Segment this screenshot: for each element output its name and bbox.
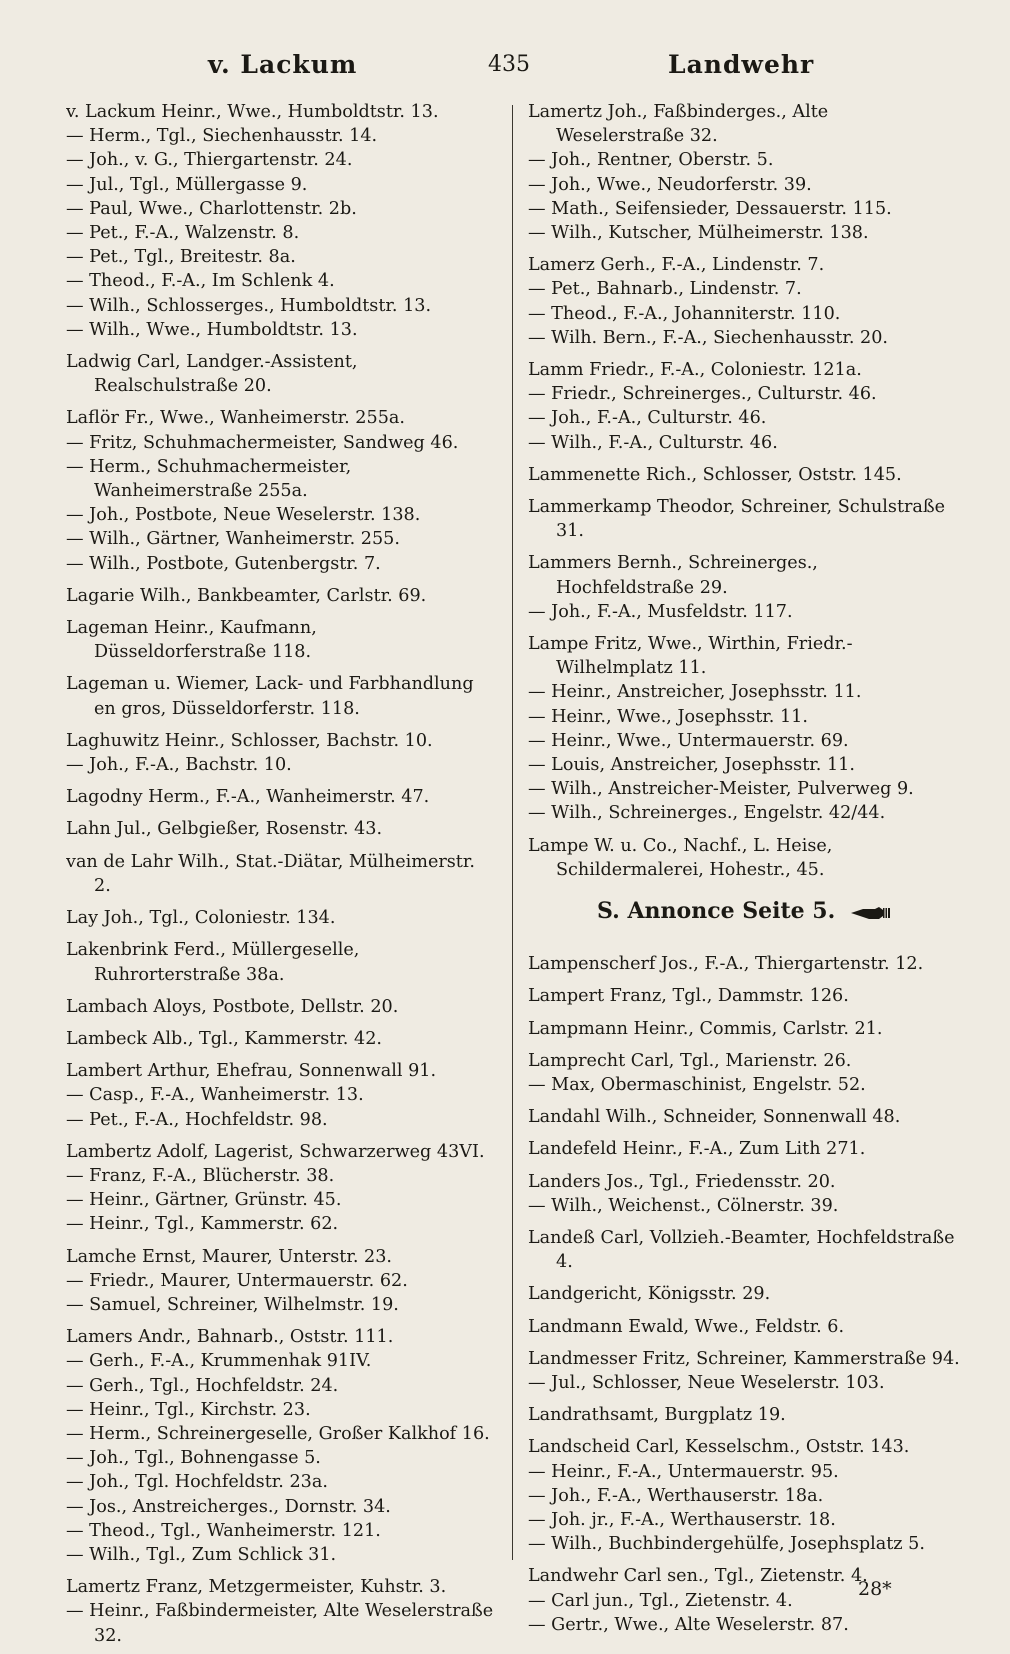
directory-entry: — Wilh., Anstreicher-Meister, Pulverweg 9. [528, 779, 914, 800]
announcement-text: S. Annonce Seite 5. [597, 898, 836, 925]
directory-entry: — Joh., F.-A., Musfeldstr. 117. [528, 601, 793, 622]
directory-entry: — Gertr., Wwe., Alte Weselerstr. 87. [528, 1614, 849, 1635]
directory-entry: Lamche Ernst, Maurer, Unterstr. 23. [66, 1246, 393, 1267]
directory-entry: Lammenette Rich., Schlosser, Oststr. 145. [528, 464, 902, 485]
directory-entry: Landwehr Carl sen., Tgl., Zietenstr. 4. [528, 1566, 868, 1587]
directory-entry: Lampert Franz, Tgl., Dammstr. 126. [528, 986, 849, 1007]
directory-entry: — Friedr., Maurer, Untermauerstr. 62. [66, 1270, 408, 1291]
directory-entry: Lamertz Franz, Metzgermeister, Kuhstr. 3. [66, 1577, 447, 1598]
directory-entry: Lamprecht Carl, Tgl., Marienstr. 26. [528, 1050, 852, 1071]
left-column [66, 100, 494, 1648]
running-head-left: v. Lackum [208, 50, 358, 79]
directory-entry: Lagodny Herm., F.-A., Wanheimerstr. 47. [66, 787, 430, 808]
directory-entry: — Paul, Wwe., Charlottenstr. 2b. [66, 198, 357, 219]
directory-entry: — Wilh., Postbote, Gutenbergstr. 7. [66, 553, 381, 574]
directory-entry: — Joh., Tgl. Hochfeldstr. 23a. [66, 1472, 328, 1493]
directory-entry: — Jul., Tgl., Müllergasse 9. [66, 174, 308, 195]
directory-entry: Lakenbrink Ferd., Müllergeselle, Ruhrorterstraße 38a. [66, 940, 360, 985]
directory-entry: — Max, Obermaschinist, Engelstr. 52. [528, 1074, 866, 1095]
directory-entry: Laghuwitz Heinr., Schlosser, Bachstr. 10. [66, 730, 433, 751]
directory-entry: — Joh., F.-A., Culturstr. 46. [528, 408, 767, 429]
directory-entry: Landahl Wilh., Schneider, Sonnenwall 48. [528, 1107, 901, 1128]
directory-entry: — Heinr., Tgl., Kammerstr. 62. [66, 1214, 339, 1235]
directory-entry: — Friedr., Schreinerges., Culturstr. 46. [528, 384, 877, 405]
directory-entry: — Heinr., Wwe., Josephsstr. 11. [528, 706, 808, 727]
directory-entry: — Heinr., F.-A., Untermauerstr. 95. [528, 1461, 839, 1482]
directory-entry: — Heinr., Anstreicher, Josephsstr. 11. [528, 682, 862, 703]
directory-entry: — Wilh., Weichenst., Cölnerstr. 39. [528, 1195, 839, 1216]
directory-entry: — Theod., Tgl., Wanheimerstr. 121. [66, 1520, 381, 1541]
directory-entry: — Wilh., Schlosserges., Humboldtstr. 13. [66, 295, 432, 316]
directory-entry: — Herm., Schuhmachermeister, Wanheimerstraße 255a. [66, 456, 352, 502]
directory-entry: — Herm., Tgl., Siechenhausstr. 14. [66, 126, 378, 147]
directory-entry: Lahn Jul., Gelbgießer, Rosenstr. 43. [66, 819, 383, 840]
directory-entry: — Carl jun., Tgl., Zietenstr. 4. [528, 1590, 793, 1611]
directory-entry: — Fritz, Schuhmachermeister, Sandweg 46. [66, 432, 459, 453]
directory-entry: Lampenscherf Jos., F.-A., Thiergartenstr. 12. [528, 954, 924, 975]
directory-entry: Lamers Andr., Bahnarb., Oststr. 111. [66, 1327, 394, 1348]
directory-entry: Lambert Arthur, Ehefrau, Sonnenwall 91. [66, 1061, 437, 1082]
directory-entry: — Wilh., F.-A., Culturstr. 46. [528, 432, 778, 453]
directory-entry: Lageman Heinr., Kaufmann, Düsseldorferstraße 118. [66, 618, 317, 663]
right-column [528, 100, 960, 1637]
running-head-right: Landwehr [668, 50, 815, 79]
directory-entry: — Jos., Anstreicherges., Dornstr. 34. [66, 1496, 391, 1517]
directory-entry: — Joh., v. G., Thiergartenstr. 24. [66, 150, 353, 171]
directory-entry: — Casp., F.-A., Wanheimerstr. 13. [66, 1085, 364, 1106]
directory-entry: Lamerz Gerh., F.-A., Lindenstr. 7. [528, 255, 825, 276]
directory-entry: — Pet., F.-A., Hochfeldstr. 98. [66, 1109, 328, 1130]
directory-entry: — Heinr., Tgl., Kirchstr. 23. [66, 1399, 311, 1420]
directory-entry: Landefeld Heinr., F.-A., Zum Lith 271. [528, 1139, 866, 1160]
directory-entry: — Joh., Tgl., Bohnengasse 5. [66, 1448, 321, 1469]
directory-entry: Lagarie Wilh., Bankbeamter, Carlstr. 69. [66, 585, 427, 606]
directory-entry: Landers Jos., Tgl., Friedensstr. 20. [528, 1171, 836, 1192]
directory-entry: Landeß Carl, Vollzieh.-Beamter, Hochfeldstraße 4. [528, 1227, 955, 1273]
directory-entry: — Wilh., Kutscher, Mülheimerstr. 138. [528, 223, 869, 244]
directory-entry: — Heinr., Wwe., Untermauerstr. 69. [528, 730, 849, 751]
directory-entry: Lammerkamp Theodor, Schreiner, Schulstraße 31. [528, 497, 946, 542]
directory-entry: — Jul., Schlosser, Neue Weselerstr. 103. [528, 1372, 885, 1393]
directory-entry: — Math., Seifensieder, Dessauerstr. 115. [528, 198, 892, 219]
signature-mark: 28* [858, 1578, 892, 1600]
directory-entry: — Joh., Postbote, Neue Weselerstr. 138. [66, 505, 421, 526]
directory-entry: — Gerh., F.-A., Krummenhak 91IV. [66, 1351, 372, 1372]
directory-entry: — Pet., Bahnarb., Lindenstr. 7. [528, 279, 802, 300]
directory-entry: — Joh., Rentner, Oberstr. 5. [528, 150, 774, 171]
page-header [0, 46, 1010, 86]
directory-entry: Lampmann Heinr., Commis, Carlstr. 21. [528, 1018, 883, 1039]
directory-entry: — Herm., Schreinergeselle, Großer Kalkhof 16. [66, 1423, 490, 1444]
directory-entry: Lambertz Adolf, Lagerist, Schwarzerweg 43VI. [66, 1141, 485, 1162]
directory-entry: — Wilh., Tgl., Zum Schlick 31. [66, 1544, 337, 1565]
directory-entry: Lamm Friedr., F.-A., Coloniestr. 121a. [528, 360, 862, 381]
directory-entry: Lampe Fritz, Wwe., Wirthin, Friedr.-Wilhelmplatz 11. [528, 634, 853, 679]
directory-entry: Landgericht, Königsstr. 29. [528, 1284, 771, 1305]
column-divider [512, 105, 513, 1560]
directory-entry: — Wilh., Buchbindergehülfe, Josephsplatz 5. [528, 1534, 925, 1555]
directory-entry: — Joh., F.-A., Werthauserstr. 18a. [528, 1485, 824, 1506]
directory-entry: Lageman u. Wiemer, Lack- und Farbhandlung en gros, Düsseldorferstr. 118. [66, 674, 474, 719]
directory-entry: — Gerh., Tgl., Hochfeldstr. 24. [66, 1375, 339, 1396]
directory-entry: — Joh., F.-A., Bachstr. 10. [66, 755, 292, 776]
directory-entry: Lambeck Alb., Tgl., Kammerstr. 42. [66, 1028, 382, 1049]
directory-entry: — Wilh., Schreinerges., Engelstr. 42/44. [528, 803, 886, 824]
directory-entry: — Joh., Wwe., Neudorferstr. 39. [528, 174, 812, 195]
directory-entry: Landrathsamt, Burgplatz 19. [528, 1405, 786, 1426]
directory-entry: — Theod., F.-A., Johanniterstr. 110. [528, 303, 841, 324]
directory-entry: Lammers Bernh., Schreinerges., Hochfeldstraße 29. [528, 553, 818, 598]
directory-entry: — Heinr., Gärtner, Grünstr. 45. [66, 1190, 342, 1211]
directory-entry: — Wilh., Gärtner, Wanheimerstr. 255. [66, 529, 400, 550]
directory-entry: — Wilh., Wwe., Humboldtstr. 13. [66, 319, 358, 340]
directory-entry: Landmesser Fritz, Schreiner, Kammerstraße 94. [528, 1348, 960, 1369]
directory-entry: Lay Joh., Tgl., Coloniestr. 134. [66, 908, 336, 929]
directory-entry: — Franz, F.-A., Blücherstr. 38. [66, 1165, 335, 1186]
directory-entry: — Heinr., Faßbindermeister, Alte Weselerstraße 32. [66, 1601, 494, 1646]
pointing-hand-icon [849, 900, 891, 930]
directory-entry: — Wilh. Bern., F.-A., Siechenhausstr. 20. [528, 327, 889, 348]
page-number: 435 [488, 52, 530, 77]
directory-entry: Landmann Ewald, Wwe., Feldstr. 6. [528, 1316, 845, 1337]
directory-entry: van de Lahr Wilh., Stat.-Diätar, Mülheimerstr. 2. [66, 851, 475, 896]
directory-entry: v. Lackum Heinr., Wwe., Humboldtstr. 13. [66, 102, 439, 122]
directory-entry: — Louis, Anstreicher, Josephsstr. 11. [528, 755, 855, 776]
directory-entry: — Pet., F.-A., Walzenstr. 8. [66, 223, 300, 244]
directory-entry: Lampe W. u. Co., Nachf., L. Heise, Schildermalerei, Hohestr., 45. [528, 835, 833, 880]
directory-entry: — Theod., F.-A., Im Schlenk 4. [66, 271, 335, 292]
directory-entry: Laflör Fr., Wwe., Wanheimerstr. 255a. [66, 408, 405, 429]
directory-entry: — Samuel, Schreiner, Wilhelmstr. 19. [66, 1294, 399, 1315]
directory-entry: Lambach Aloys, Postbote, Dellstr. 20. [66, 996, 399, 1017]
directory-entry: Landscheid Carl, Kesselschm., Oststr. 143. [528, 1437, 910, 1458]
directory-entry: Lamertz Joh., Faßbinderges., Alte Weselerstraße 32. [528, 102, 829, 147]
announcement-note [528, 896, 960, 930]
directory-entry: — Pet., Tgl., Breitestr. 8a. [66, 247, 296, 268]
directory-entry: Ladwig Carl, Landger.-Assistent, Realschulstraße 20. [66, 352, 358, 397]
directory-entry: — Joh. jr., F.-A., Werthauserstr. 18. [528, 1509, 836, 1530]
